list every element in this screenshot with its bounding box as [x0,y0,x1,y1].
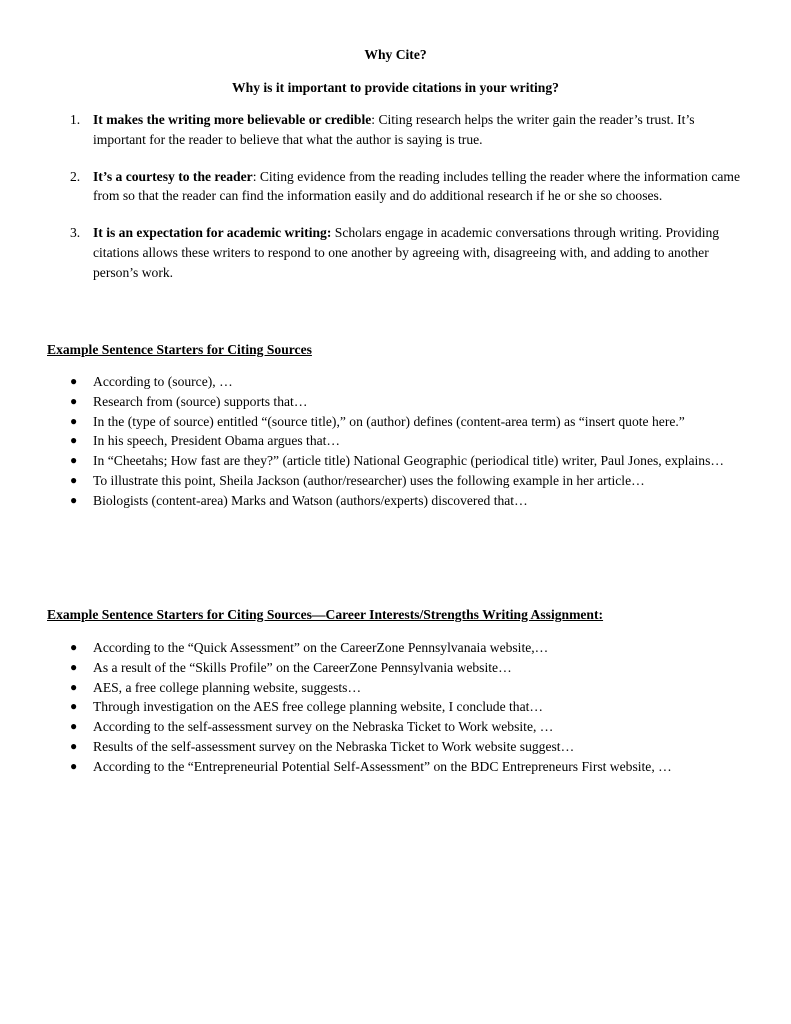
list-item-text: According to the self-assessment survey on the Nebraska Ticket to Work website, … [93,719,554,735]
bullet-icon: ● [70,719,78,734]
list-item [70,697,750,717]
bullet-icon: ● [70,393,78,408]
list-item-text: To illustrate this point, Sheila Jackson (author/researcher) uses the following example in her article… [93,472,645,488]
bullet-icon: ● [70,659,78,674]
career-sentence-starters-list [70,638,750,777]
reason-lead: It makes the writing more believable or credible [93,112,372,127]
list-item [70,737,750,757]
list-item [70,372,750,392]
bullet-icon: ● [70,640,78,654]
reason-item-1 [70,110,750,150]
list-item [70,678,750,698]
bullet-icon: ● [70,679,78,694]
reason-item-2 [70,167,750,207]
reason-text: : Citing research helps the writer gain the reader’s trust. It’s important for the reader to believe that what the author is saying is true. [93,112,695,147]
reason-lead: It’s a courtesy to the reader [93,168,253,184]
reason-number: 2. [70,168,81,184]
list-item-text: Results of the self-assessment survey on the Nebraska Ticket to Work website suggest… [93,738,575,754]
bullet-icon: ● [70,492,78,507]
list-item [70,638,750,658]
page-subtitle: Why is it important to provide citations in your writing? [232,80,559,95]
list-item-text: As a result of the “Skills Profile” on the CareerZone Pennsylvania website… [93,659,512,675]
reasons-list [70,110,750,300]
list-item-text: Biologists (content-area) Marks and Watson (authors/experts) discovered that… [93,492,528,508]
list-item-text: According to the “Entrepreneurial Potential Self-Assessment” on the BDC Entrepreneurs First website, … [93,758,672,774]
bullet-icon: ● [70,413,78,428]
bullet-icon: ● [70,699,78,714]
bullet-icon: ● [70,453,78,468]
reason-text: Scholars engage in academic conversations through writing. Providing citations allows these writers to respond to one another by agreeing with, disagreeing with, and adding to another person’s work. [93,225,720,280]
list-item-text: In his speech, President Obama argues that… [93,433,341,449]
section-heading-citing-sources: Example Sentence Starters for Citing Sources [47,342,312,357]
list-item-text: According to (source), … [93,374,233,389]
page-title: Why Cite? [364,47,427,62]
list-item [70,392,750,412]
bullet-icon: ● [70,738,78,753]
list-item-text: In “Cheetahs; How fast are they?” (article title) National Geographic (periodical title) writer, Paul Jones, explains… [93,453,724,469]
list-item-text: Research from (source) supports that… [93,393,308,409]
section-heading-career-interests: Example Sentence Starters for Citing Sources—Career Interests/Strengths Writing Assignment: [47,607,604,622]
list-item [70,491,750,511]
list-item-text: According to the “Quick Assessment” on the CareerZone Pennsylvanaia website,… [93,640,549,655]
list-item [70,471,750,491]
list-item-text: Through investigation on the AES free college planning website, I conclude that… [93,699,543,715]
bullet-icon: ● [70,374,78,388]
reason-text: : Citing evidence from the reading includes telling the reader where the information came from so that the reader can find the information easily and do additional research if he or she so chooses. [93,168,740,204]
list-item [70,431,750,451]
bullet-icon: ● [70,433,78,448]
list-item [70,717,750,737]
reason-number: 3. [70,225,81,241]
list-item-text: AES, a free college planning website, suggests… [93,679,362,695]
list-item [70,658,750,678]
reason-item-3 [70,223,750,282]
sentence-starters-list [70,372,750,511]
list-item-text: In the (type of source) entitled “(source title),” on (author) defines (content-area term) as “insert quote here.” [93,413,685,429]
list-item [70,451,750,471]
reason-lead: It is an expectation for academic writing: [93,225,332,241]
list-item [70,757,750,777]
bullet-icon: ● [70,472,78,487]
reason-number: 1. [70,112,81,127]
list-item [70,412,750,432]
bullet-icon: ● [70,758,78,773]
